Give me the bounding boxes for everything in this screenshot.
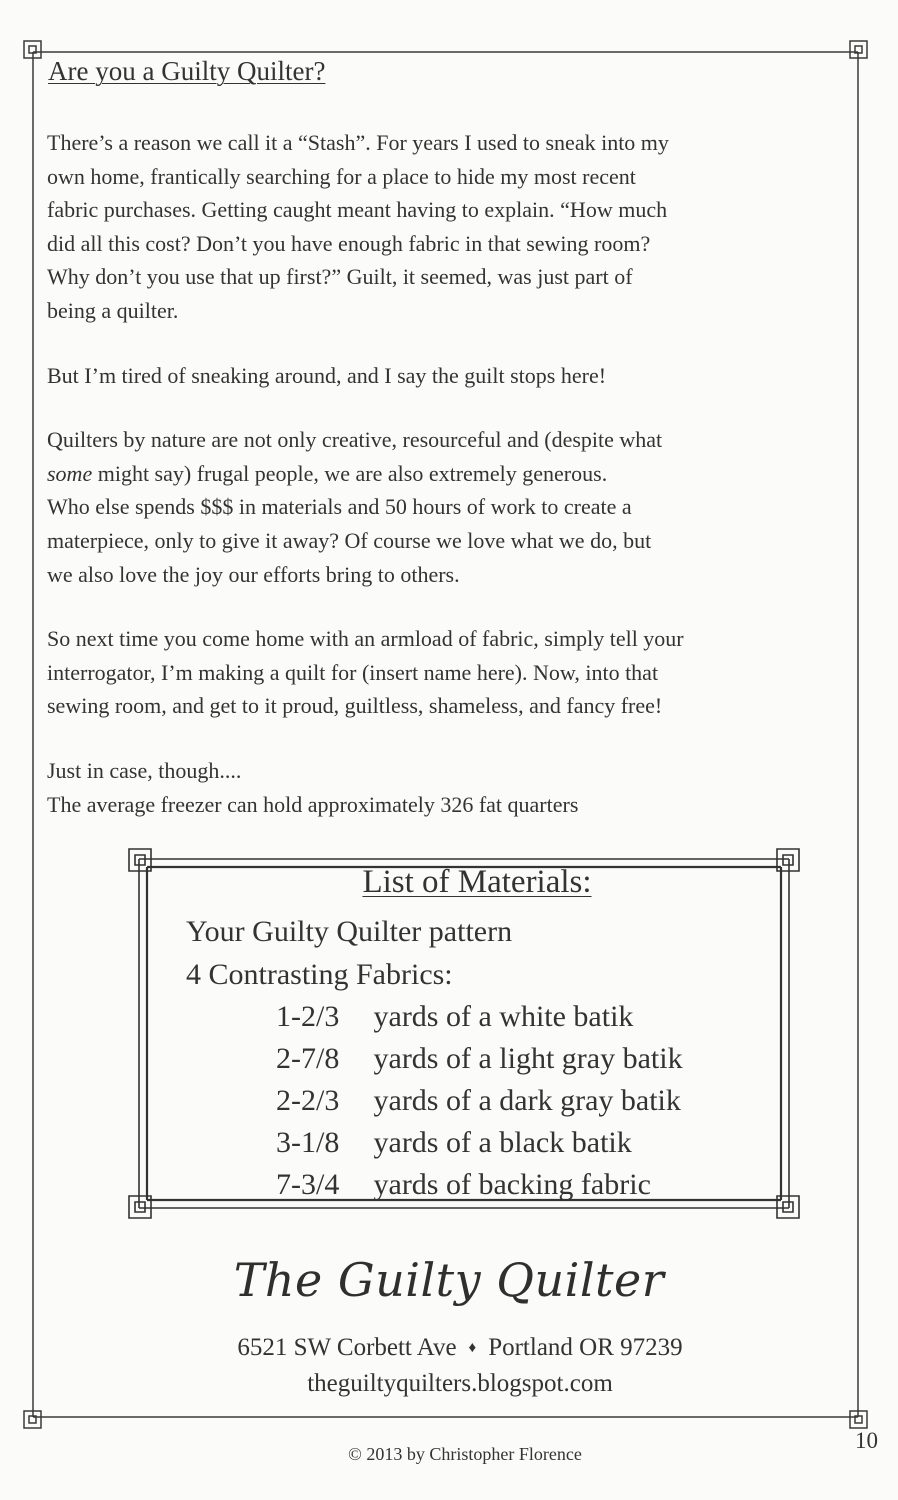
item-description: yards of a white batik	[373, 1000, 634, 1033]
text-line: There’s a reason we call it a “Stash”. For years I used to sneak into my	[47, 130, 669, 155]
website-link: theguiltyquilters.blogspot.com	[307, 1370, 613, 1397]
text-line: The average freezer can hold approximately 326 fat quarters	[47, 791, 579, 817]
item-quantity: 7-3/4	[276, 1168, 340, 1201]
item-description: yards of a black batik	[373, 1126, 632, 1159]
materials-item	[276, 1084, 681, 1118]
text-line	[47, 457, 847, 491]
materials-pattern: Your Guilty Quilter pattern	[186, 915, 513, 948]
materials-fabrics-heading: 4 Contrasting Fabrics:	[186, 958, 453, 991]
text-line: So next time you come home with an armload of fabric, simply tell your	[47, 626, 684, 652]
materials-box	[127, 847, 801, 1220]
materials-item	[276, 1126, 632, 1160]
address-street: 6521 SW Corbett Ave	[237, 1334, 457, 1361]
materials-title: List of Materials:	[362, 864, 592, 900]
emphasis-text: some	[47, 460, 93, 486]
paragraph-generous	[47, 423, 847, 591]
paragraph-tired	[47, 359, 847, 393]
text-line: fabric purchases. Getting caught meant having to explain. “How much	[47, 197, 668, 223]
text-line: Who else spends $$$ in materials and 50 hours of work to create a	[47, 494, 632, 520]
text-fragment: might say) frugal people, we are also extremely generous.	[92, 460, 608, 486]
text-line: did all this cost? Don’t you have enough fabric in that sewing room?	[47, 230, 651, 256]
text-line: materpiece, only to give it away? Of course we love what we do, but	[47, 527, 652, 553]
item-description: yards of a light gray batik	[373, 1042, 683, 1075]
text-line: But I’m tired of sneaking around, and I say the guilt stops here!	[47, 362, 607, 388]
article-body	[47, 126, 847, 852]
item-quantity: 1-2/3	[276, 1000, 340, 1033]
article-heading: Are you a Guilty Quilter?	[48, 56, 326, 86]
text-line: we also love the joy our efforts bring to others.	[47, 561, 460, 587]
item-quantity: 2-2/3	[276, 1084, 340, 1117]
diamond-icon: ♦	[468, 1340, 477, 1356]
paragraph-next-time	[47, 622, 847, 723]
item-description: yards of a dark gray batik	[373, 1084, 681, 1117]
text-line: sewing room, and get to it proud, guiltless, shameless, and fancy free!	[47, 693, 663, 719]
paragraph-freezer	[47, 754, 847, 821]
item-quantity: 3-1/8	[276, 1126, 340, 1159]
item-quantity: 2-7/8	[276, 1042, 340, 1075]
materials-item	[276, 1042, 683, 1076]
text-line: interrogator, I’m making a quilt for (insert name here). Now, into that	[47, 659, 659, 685]
text-line: being a quilter.	[47, 297, 179, 323]
paragraph-stash	[47, 126, 847, 328]
materials-item	[276, 1168, 651, 1202]
address	[0, 1334, 898, 1362]
brand-logo: The Guilty Quilter	[233, 1253, 665, 1307]
page-number: 10	[855, 1428, 878, 1453]
copyright-notice: © 2013 by Christopher Florence	[348, 1444, 582, 1464]
text-line: own home, frantically searching for a place to hide my most recent	[47, 163, 636, 189]
text-line: Just in case, though....	[47, 757, 242, 783]
item-description: yards of backing fabric	[373, 1168, 651, 1201]
address-city: Portland OR 97239	[488, 1334, 683, 1361]
text-line: Quilters by nature are not only creative, resourceful and (despite what	[47, 427, 663, 453]
materials-item	[276, 1000, 633, 1034]
text-line: Why don’t you use that up first?” Guilt, it seemed, was just part of	[47, 264, 633, 290]
